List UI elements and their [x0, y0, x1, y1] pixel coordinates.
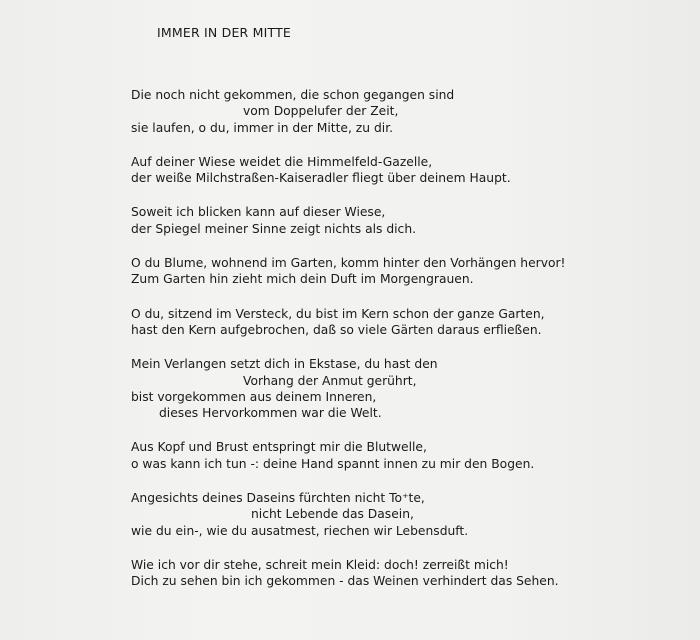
stanza-2	[131, 154, 691, 187]
poem-line: vom Doppelufer der Zeit,	[243, 104, 399, 119]
poem-line: Dich zu sehen bin ich gekommen - das Weinen verhindert das Sehen.	[131, 574, 559, 589]
stanza-9	[131, 557, 691, 590]
poem-line: Vorhang der Anmut gerührt,	[243, 373, 417, 388]
poem-line: dieses Hervorkommen war die Welt.	[159, 406, 382, 421]
poem-line: o was kann ich tun -: deine Hand spannt innen zu mir den Bogen.	[131, 456, 535, 471]
poem-line: Auf deiner Wiese weidet die Himmelfeld-Gazelle,	[131, 154, 433, 169]
poem-line: Aus Kopf und Brust entspringt mir die Blutwelle,	[131, 440, 427, 455]
poem-body	[131, 87, 691, 608]
poem-line: Die noch nicht gekommen, die schon gegangen sind	[131, 88, 455, 102]
stanza-5	[131, 306, 691, 339]
poem-line: nicht Lebende das Dasein,	[251, 507, 414, 522]
poem-line: Mein Verlangen setzt dich in Ekstase, du hast den	[131, 357, 438, 372]
poem-line: sie laufen, o du, immer in der Mitte, zu dir.	[131, 120, 394, 135]
stanza-3	[131, 204, 691, 237]
stanza-1	[131, 87, 691, 136]
stanza-6	[131, 356, 691, 421]
poem-line: der Spiegel meiner Sinne zeigt nichts als dich.	[131, 221, 417, 236]
poem-line: bist vorgekommen aus deinem Inneren,	[131, 389, 377, 404]
stanza-4	[131, 255, 691, 288]
poem-line: wie du ein-, wie du ausatmest, riechen wir Lebensduft.	[131, 523, 469, 538]
poem-line: Angesichts deines Daseins fürchten nicht To⁺te,	[131, 491, 425, 506]
poem-line: der weiße Milchstraßen-Kaiseradler fliegt über deinem Haupt.	[131, 171, 511, 186]
poem-line: Soweit ich blicken kann auf dieser Wiese,	[131, 205, 386, 220]
poem-line: O du, sitzend im Versteck, du bist im Kern schon der ganze Garten,	[131, 306, 545, 321]
poem-line: hast den Kern aufgebrochen, daß so viele Gärten daraus erfließen.	[131, 322, 542, 337]
poem-line: O du Blume, wohnend im Garten, komm hinter den Vorhängen hervor!	[131, 256, 566, 271]
poem-line: Zum Garten hin zieht mich dein Duft im Morgengrauen.	[131, 272, 474, 287]
poem-line: Wie ich vor dir stehe, schreit mein Kleid: doch! zerreißt mich!	[131, 557, 509, 572]
stanza-8	[131, 490, 691, 539]
poem-title: IMMER IN DER MITTE	[157, 25, 292, 40]
stanza-7	[131, 439, 691, 472]
